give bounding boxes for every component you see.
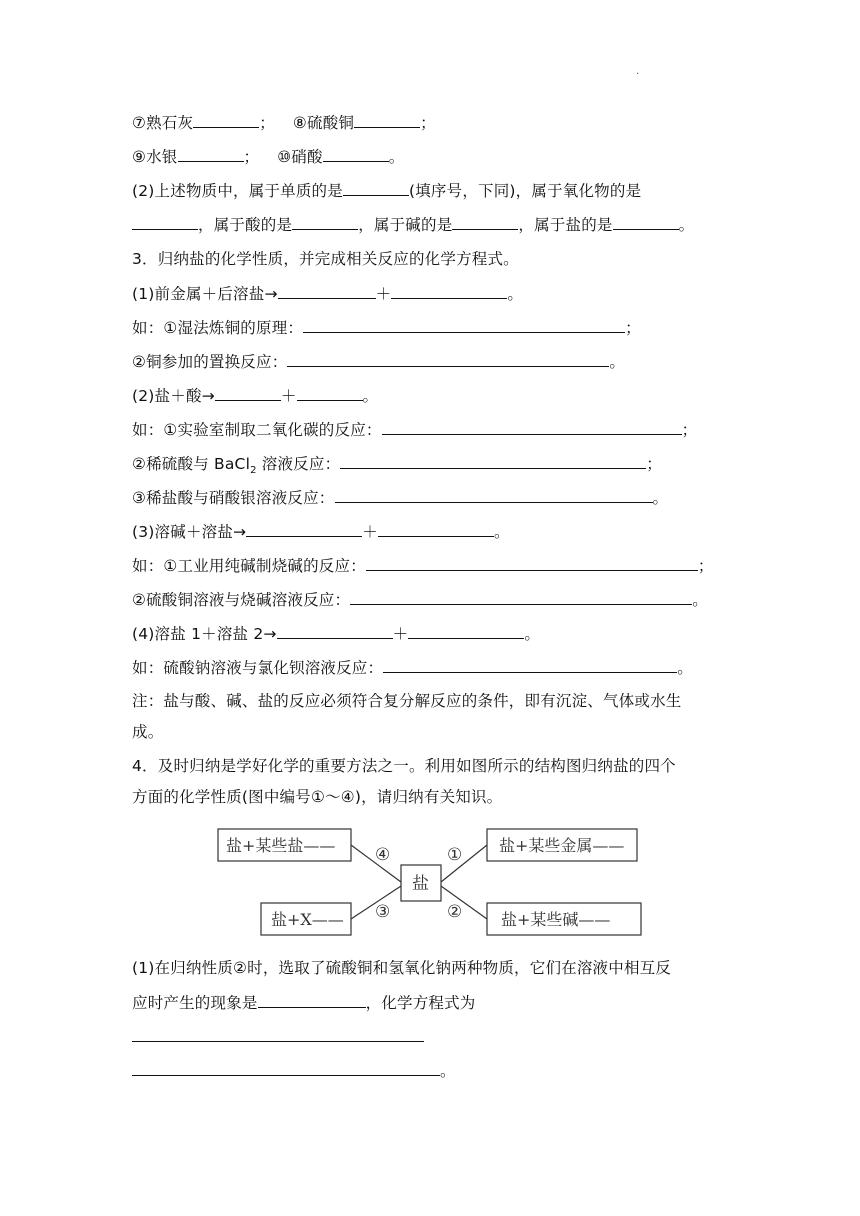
plus-sign: ＋	[280, 387, 297, 405]
plus-sign: ＋	[375, 285, 392, 303]
period: 。	[440, 1062, 456, 1080]
q3-s1-eg1	[132, 317, 641, 338]
q4-p1-line3	[132, 1026, 424, 1047]
q3-s1-label: (1)前金属＋后溶盐→	[132, 285, 278, 303]
q3-s2-eg2	[132, 453, 662, 481]
q3-note-line1: 注：盐与酸、碱、盐的反应必须符合复分解反应的条件，即有沉淀、气体或水生	[132, 692, 682, 710]
period: 。	[493, 523, 510, 541]
item9-label: ⑨水银	[132, 148, 178, 166]
q3-note-line2: 成。	[132, 723, 164, 741]
oxide-answer-blank[interactable]	[132, 214, 198, 230]
item9-blank[interactable]	[178, 146, 244, 162]
equation-blank-2[interactable]	[132, 1060, 440, 1076]
q3-s2-eg2-label-b: 溶液反应：	[256, 455, 341, 473]
label-bottom-right: 盐+某些碱——	[501, 910, 611, 929]
q4-p1-label-c: ，化学方程式为	[365, 994, 476, 1012]
period: 。	[652, 489, 669, 507]
q3-s1-eg2	[132, 351, 625, 372]
item9-end: ；	[243, 148, 260, 166]
period: 。	[609, 353, 626, 371]
q3-s1-blank-1[interactable]	[278, 283, 376, 299]
item7-blank[interactable]	[193, 112, 259, 128]
item8-label: ⑧硫酸铜	[292, 114, 355, 132]
q2-part2-line1	[132, 180, 641, 201]
q3-s3-eg2-label: ②硫酸铜溶液与烧碱溶液反应：	[132, 591, 351, 609]
q3-s2-eg3	[132, 487, 668, 508]
semicolon: ；	[625, 319, 641, 337]
header-mark: .	[636, 66, 640, 77]
item7-end: ；	[259, 114, 275, 132]
q2-part2-text-f: 。	[678, 216, 695, 234]
item7-label: ⑦熟石灰	[132, 114, 194, 132]
q3-s3	[132, 521, 510, 542]
q3-s2-eg2-label-a: ②稀硫酸与 BaCl	[132, 455, 251, 473]
q4-intro-line1: 4．及时归纳是学好化学的重要方法之一。利用如图所示的结构图归纳盐的四个	[132, 757, 676, 775]
q3-s4-blank-1[interactable]	[277, 623, 393, 639]
q3-s1-blank-2[interactable]	[391, 283, 507, 299]
q3-s1-eg1-blank[interactable]	[303, 317, 625, 333]
q3-s2-blank-2[interactable]	[297, 385, 363, 401]
q3-s2-label: (2)盐＋酸→	[132, 387, 215, 405]
q4-intro-line2: 方面的化学性质(图中编号①～④)，请归纳有关知识。	[132, 788, 503, 806]
q3-s2-blank-1[interactable]	[215, 385, 281, 401]
q3-s4-label: (4)溶盐 1＋溶盐 2→	[132, 625, 277, 643]
q3-s2	[132, 385, 378, 406]
item8-end: ；	[420, 114, 436, 132]
acid-answer-blank[interactable]	[292, 214, 358, 230]
item10-end: 。	[388, 148, 405, 166]
q3-s1-eg1-label: 如：①湿法炼铜的原理：	[132, 319, 304, 337]
plus-sign: ＋	[392, 625, 409, 643]
q3-s2-eg2-blank[interactable]	[340, 453, 646, 469]
q3-s4	[132, 623, 540, 644]
number-4: ④	[375, 845, 391, 865]
q3-s3-label: (3)溶碱＋溶盐→	[132, 523, 247, 541]
q3-s3-eg1	[132, 555, 714, 576]
label-top-right: 盐+某些金属——	[499, 836, 625, 855]
q3-s3-eg2	[132, 589, 708, 610]
period: 。	[507, 285, 524, 303]
q2-part2-line2	[132, 214, 694, 235]
label-center: 盐	[412, 874, 429, 894]
q2-line-items-7-8	[132, 112, 436, 133]
q2-part2-text-b: (填序号，下同)，属于氧化物的是	[408, 182, 642, 200]
q3-s2-eg1-label: 如：①实验室制取二氧化碳的反应：	[132, 421, 382, 439]
q3-s4-eg1-label: 如：硫酸钠溶液与氯化钡溶液反应：	[132, 659, 384, 677]
base-answer-blank[interactable]	[452, 214, 518, 230]
q3-s3-eg1-blank[interactable]	[366, 555, 698, 571]
period: 。	[362, 387, 379, 405]
q3-s3-eg2-blank[interactable]	[350, 589, 692, 605]
label-bottom-left: 盐+X——	[271, 910, 344, 929]
q3-s4-eg1	[132, 657, 693, 678]
q3-s3-blank-1[interactable]	[246, 521, 362, 537]
q3-s2-eg3-label: ③稀盐酸与硝酸银溶液反应：	[132, 489, 335, 507]
q3-s3-eg1-label: 如：①工业用纯碱制烧碱的反应：	[132, 557, 366, 575]
q4-p1-line4	[132, 1060, 456, 1081]
number-3: ③	[375, 902, 391, 922]
q4-p1-line1: (1)在归纳性质②时，选取了硫酸铜和氢氧化钠两种物质，它们在溶液中相互反	[132, 959, 672, 977]
q3-s4-eg1-blank[interactable]	[383, 657, 677, 673]
q3-title: 3．归纳盐的化学性质，并完成相关反应的化学方程式。	[132, 250, 519, 268]
q3-s1-eg2-blank[interactable]	[287, 351, 609, 367]
q3-s1	[132, 283, 523, 304]
q3-s2-eg1-blank[interactable]	[382, 419, 682, 435]
period: 。	[692, 591, 708, 609]
q4-p1-label-b: 应时产生的现象是	[132, 994, 258, 1012]
q2-part2-text-a: (2)上述物质中，属于单质的是	[132, 182, 343, 200]
item10-blank[interactable]	[323, 146, 389, 162]
q2-part2-text-d: ，属于碱的是	[358, 216, 453, 234]
q2-part2-text-e: ，属于盐的是	[518, 216, 613, 234]
semicolon: ；	[646, 455, 662, 473]
period: 。	[677, 659, 693, 677]
item10-label: ⑩硝酸	[277, 148, 323, 166]
q3-s2-eg1	[132, 419, 697, 440]
q4-p1-line2	[132, 992, 476, 1013]
element-answer-blank[interactable]	[343, 180, 409, 196]
salt-answer-blank[interactable]	[613, 214, 679, 230]
number-1: ①	[447, 845, 463, 865]
q3-s3-blank-2[interactable]	[378, 521, 494, 537]
semicolon: ；	[681, 421, 698, 439]
semicolon: ；	[697, 557, 714, 575]
phenomenon-blank[interactable]	[258, 992, 366, 1008]
period: 。	[524, 625, 541, 643]
q3-s1-eg2-label: ②铜参加的置换反应：	[132, 353, 288, 371]
subscript-2: 2	[250, 465, 257, 477]
equation-blank-1[interactable]	[132, 1026, 424, 1042]
salt-properties-diagram	[215, 820, 645, 940]
number-2: ②	[447, 902, 463, 922]
q3-s2-eg3-blank[interactable]	[335, 487, 653, 503]
q3-s4-blank-2[interactable]	[408, 623, 524, 639]
item8-blank[interactable]	[354, 112, 420, 128]
plus-sign: ＋	[362, 523, 378, 541]
q2-part2-text-c: ，属于酸的是	[198, 216, 293, 234]
label-top-left: 盐+某些盐——	[226, 836, 336, 855]
q2-line-items-9-10	[132, 146, 404, 167]
